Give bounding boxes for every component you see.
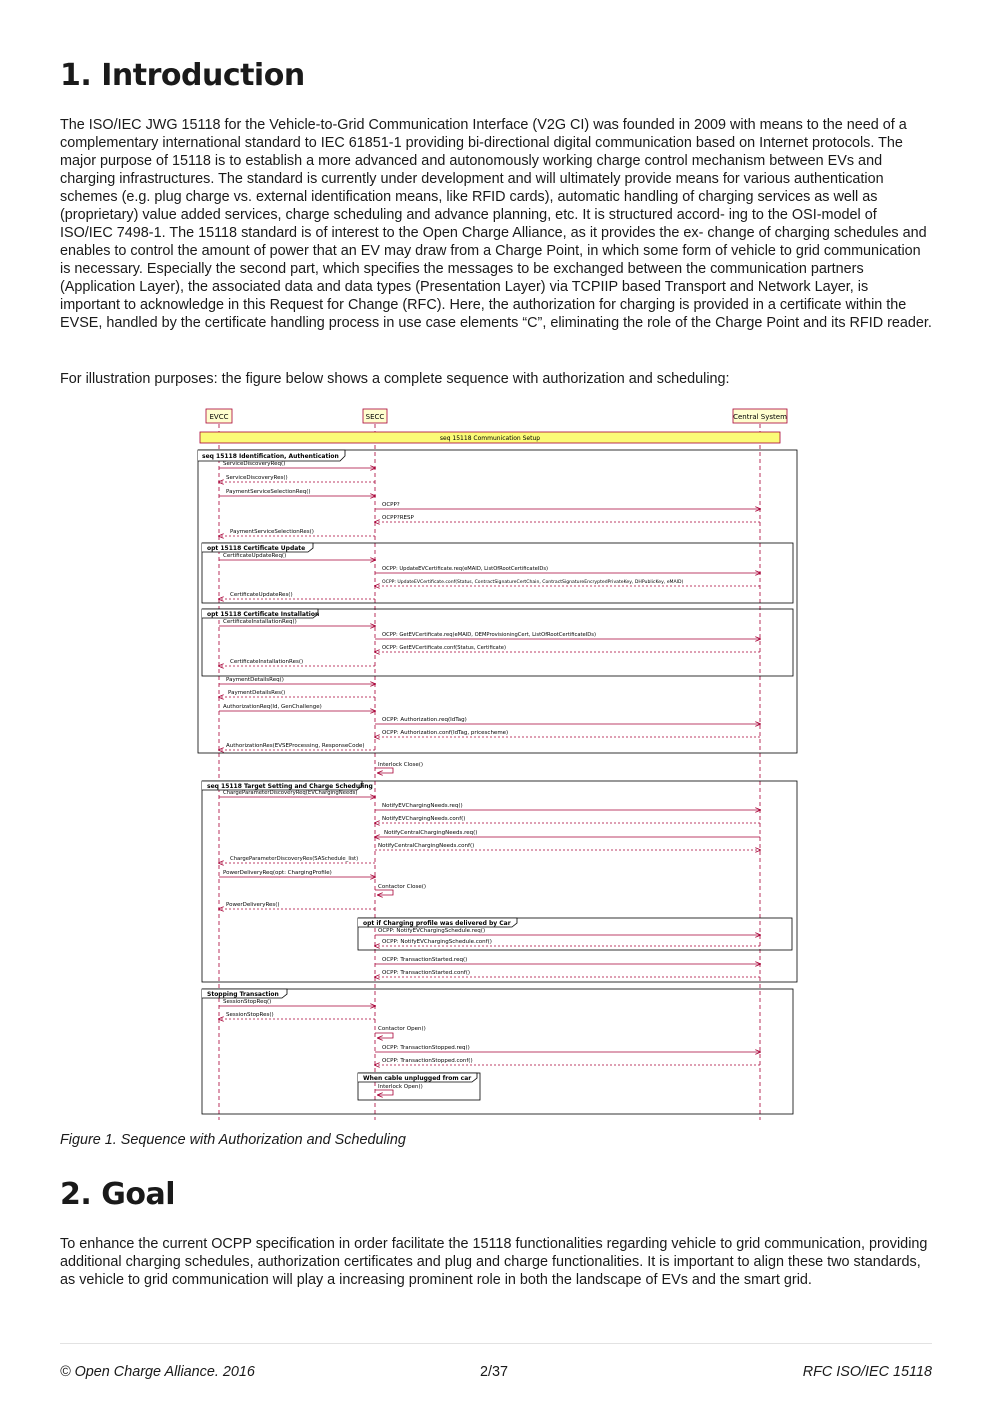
message-power-delivery-req <box>219 870 375 877</box>
message-payment-service-selection-req-label: PaymentServiceSelectionReq() <box>226 489 311 495</box>
message-transaction-started-conf <box>375 970 760 977</box>
message-contactor-close <box>375 884 426 895</box>
message-certificate-installation-res-label: CertificateInstallationRes() <box>230 659 304 665</box>
communication-setup-note-label: seq 15118 Communication Setup <box>439 435 541 442</box>
message-transaction-stopped-conf <box>375 1058 760 1065</box>
message-session-stop-req <box>219 999 375 1006</box>
message-get-ev-certificate-conf-label: OCPP: GetEVCertificate.conf(Status, Certificate) <box>382 645 506 651</box>
message-power-delivery-req-label: PowerDeliveryReq(opt: ChargingProfile) <box>223 870 332 876</box>
participant-evcc-label: EVCC <box>209 413 229 421</box>
message-payment-details-res-label: PaymentDetailsRes() <box>228 690 286 696</box>
message-notify-central-charging-needs-conf <box>375 843 760 850</box>
message-get-ev-certificate-req-label: OCPP: GetEVCertificate.req(eMAID, OEMProvisioningCert, ListOfRootCertificateIDs) <box>382 632 596 638</box>
message-get-ev-certificate-req <box>375 632 760 639</box>
message-update-ev-certificate-req <box>375 566 760 573</box>
message-service-discovery-res-label: ServiceDiscoveryRes() <box>226 475 288 481</box>
footer-page-number: 2/37 <box>480 1364 509 1380</box>
figure-caption: Figure 1. Sequence with Authorization and Scheduling <box>60 1132 406 1148</box>
message-payment-details-req-label: PaymentDetailsReq() <box>226 677 284 683</box>
frame-target-setting-charge-scheduling <box>202 781 797 982</box>
message-notify-ev-charging-schedule-conf-label: OCPP: NotifyEVChargingSchedule.conf() <box>382 939 492 945</box>
message-contactor-close-label: Contactor Close() <box>378 884 427 890</box>
message-ocpp-authorization-req-label: OCPP: Authorization.req(IdTag) <box>382 717 467 723</box>
message-notify-ev-charging-needs-req <box>375 803 760 810</box>
message-session-stop-res <box>219 1012 375 1019</box>
section-title-goal: 2. Goal <box>60 1177 175 1212</box>
message-transaction-started-conf-label: OCPP: TransactionStarted.conf() <box>382 970 471 976</box>
message-session-stop-res-label: SessionStopRes() <box>226 1012 274 1018</box>
message-certificate-update-res <box>219 592 375 599</box>
message-interlock-open <box>375 1084 423 1095</box>
message-service-discovery-res <box>219 475 375 482</box>
message-charge-parameter-discovery-res-label: ChargeParameterDiscoveryRes(SASchedule_list) <box>230 856 359 862</box>
frame-charging-profile-by-car-title: opt if Charging profile was delivered by Car <box>363 920 511 927</box>
message-ocpp-request-label: OCPP? <box>382 502 400 508</box>
participant-secc <box>363 409 387 423</box>
participant-secc-label: SECC <box>365 413 385 421</box>
message-notify-ev-charging-schedule-conf <box>375 939 760 946</box>
participant-central-system <box>733 409 787 423</box>
message-charge-parameter-discovery-res <box>219 856 375 863</box>
frame-identification-authentication-title: seq 15118 Identification, Authentication <box>202 453 339 460</box>
message-ocpp-response <box>375 515 760 522</box>
communication-setup-note <box>200 432 780 443</box>
message-ocpp-authorization-conf <box>375 730 760 737</box>
message-ocpp-authorization-req <box>375 717 760 724</box>
message-notify-central-charging-needs-req-label: NotifyCentralChargingNeeds.req() <box>384 830 478 836</box>
message-notify-central-charging-needs-conf-label: NotifyCentralChargingNeeds.conf() <box>378 843 475 849</box>
message-update-ev-certificate-req-label: OCPP: UpdateEVCertificate.req(eMAID, ListOfRootCertificateIDs) <box>382 566 549 572</box>
message-power-delivery-res <box>219 902 375 909</box>
frame-certificate-update-title: opt 15118 Certificate Update <box>207 545 306 552</box>
frame-certificate-installation-title: opt 15118 Certificate Installation <box>207 611 320 618</box>
frame-stopping-transaction <box>202 989 793 1114</box>
message-interlock-close <box>375 762 423 773</box>
message-update-ev-certificate-conf <box>375 579 760 586</box>
section-title-introduction: 1. Introduction <box>60 58 305 93</box>
message-payment-service-selection-res-label: PaymentServiceSelectionRes() <box>230 529 314 535</box>
message-transaction-stopped-req <box>375 1045 760 1052</box>
frame-stopping-transaction-title: Stopping Transaction <box>207 991 279 998</box>
participant-central-system-label: Central System <box>733 413 787 421</box>
message-ocpp-request <box>375 502 760 509</box>
message-notify-ev-charging-schedule-req <box>375 928 760 935</box>
message-certificate-installation-req <box>219 619 375 626</box>
message-service-discovery-req <box>219 461 375 468</box>
message-certificate-installation-req-label: CertificateInstallationReq() <box>223 619 297 625</box>
sequence-diagram-figure <box>190 400 802 1125</box>
message-interlock-close-label: Interlock Close() <box>378 762 424 768</box>
message-service-discovery-req-label: ServiceDiscoveryReq() <box>223 461 286 467</box>
message-get-ev-certificate-conf <box>375 645 760 652</box>
message-certificate-update-req-label: CertificateUpdateReq() <box>223 553 287 559</box>
sequence-diagram <box>190 400 802 1125</box>
message-payment-details-res <box>219 690 375 697</box>
message-session-stop-req-label: SessionStopReq() <box>223 999 272 1005</box>
message-authorization-req <box>219 704 375 711</box>
message-transaction-stopped-req-label: OCPP: TransactionStopped.req() <box>382 1045 470 1051</box>
message-update-ev-certificate-conf-label: OCPP: UpdateEVCertificate.conf(Status, ContractSignatureCertChain, ContractSignatureEncryptedPrivateKey, DHPublicKey, eMAID) <box>382 580 684 585</box>
footer-divider <box>60 1343 932 1344</box>
message-charge-parameter-discovery-req <box>219 790 375 797</box>
message-transaction-started-req <box>375 957 760 964</box>
frame-target-setting-charge-scheduling-title: seq 15118 Target Setting and Charge Scheduling <box>207 783 373 790</box>
illustration-intro-text: For illustration purposes: the figure below shows a complete sequence with authorization and scheduling: <box>60 371 730 387</box>
message-payment-service-selection-req <box>219 489 375 496</box>
message-certificate-installation-res <box>219 659 375 666</box>
message-contactor-open <box>375 1026 426 1038</box>
message-certificate-update-req <box>219 553 375 560</box>
frame-charging-profile-by-car <box>358 918 792 950</box>
message-payment-service-selection-res <box>219 529 375 536</box>
goal-paragraph: To enhance the current OCPP specification in order facilitate the 15118 functionalities regarding vehicle to grid communication, providing additional charging schedules, authorization certificates and plug and charge functionalities. It is important to align these two standards, as vehicle to grid communication will play a increasing prominent role in both the landscape of EVs and the smart grid. <box>60 1236 928 1288</box>
message-contactor-open-label: Contactor Open() <box>378 1026 426 1032</box>
footer-copyright: © Open Charge Alliance. 2016 <box>60 1364 255 1380</box>
message-transaction-stopped-conf-label: OCPP: TransactionStopped.conf() <box>382 1058 473 1064</box>
frame-cable-unplugged-title: When cable unplugged from car <box>363 1075 472 1082</box>
message-interlock-open-label: Interlock Open() <box>378 1084 423 1090</box>
message-authorization-req-label: AuthorizationReq(Id, GenChallenge) <box>223 704 322 710</box>
footer-document-id: RFC ISO/IEC 15118 <box>802 1364 932 1380</box>
message-transaction-started-req-label: OCPP: TransactionStarted.req() <box>382 957 468 963</box>
message-notify-ev-charging-needs-conf <box>375 816 760 823</box>
message-power-delivery-res-label: PowerDeliveryRes() <box>226 902 280 908</box>
message-authorization-res <box>219 743 375 750</box>
message-charge-parameter-discovery-req-label: ChargeParameterDiscoveryReq(EVChargingNeeds) <box>223 790 358 796</box>
message-notify-ev-charging-schedule-req-label: OCPP: NotifyEVChargingSchedule.req() <box>378 928 486 934</box>
message-notify-ev-charging-needs-req-label: NotifyEVChargingNeeds.req() <box>382 803 463 809</box>
message-notify-ev-charging-needs-conf-label: NotifyEVChargingNeeds.conf() <box>382 816 466 822</box>
message-authorization-res-label: AuthorizationRes(EVSEProcessing, ResponseCode) <box>226 743 365 749</box>
message-notify-central-charging-needs-req <box>375 830 760 837</box>
message-certificate-update-res-label: CertificateUpdateRes() <box>230 592 293 598</box>
message-ocpp-response-label: OCPP?RESP <box>382 515 414 521</box>
introduction-paragraph: The ISO/IEC JWG 15118 for the Vehicle-to-Grid Communication Interface (V2G CI) was founded in 2009 with means to the need of a complementary international standard to IEC 61851-1 providing bi-directional digital communication based on Internet protocols. The major purpose of 15118 is to establish a more advanced and autonomously working charge control mechanism between EVs and charging infrastructures. The standard is currently under development and will ultimately provide means for various authentication schemes (e.g. plug charge vs. external identification means, like RFID cards), automatic handling of charging services as well as (proprietary) value added services, charge scheduling and advance planning, etc. It is structured accord- ing to the OSI-model of ISO/IEC 7498-1. The 15118 standard is of interest to the Open Charge Alliance, as it provides the ex- change of charging schedules and enables to control the amount of power that an EV may draw from a Charge Point, in which some form of vehicle to grid communication is necessary. Especially the second part, which specifies the messages to be exchanged between the communication partners (Application Layer), the associated data and data types (Presentation Layer) via TCPIIP based Transport and Network Layer, is important to acknowledge in this Request for Change (RFC). Here, the authorization for charging is provided in a certificate within the EVSE, handled by the certificate handling process in use case elements “C”, eliminating the role of the Charge Point and its RFID reader. <box>60 117 932 331</box>
message-payment-details-req <box>219 677 375 684</box>
participant-evcc <box>206 409 232 423</box>
message-ocpp-authorization-conf-label: OCPP: Authorization.conf(IdTag, pricescheme) <box>382 730 509 736</box>
